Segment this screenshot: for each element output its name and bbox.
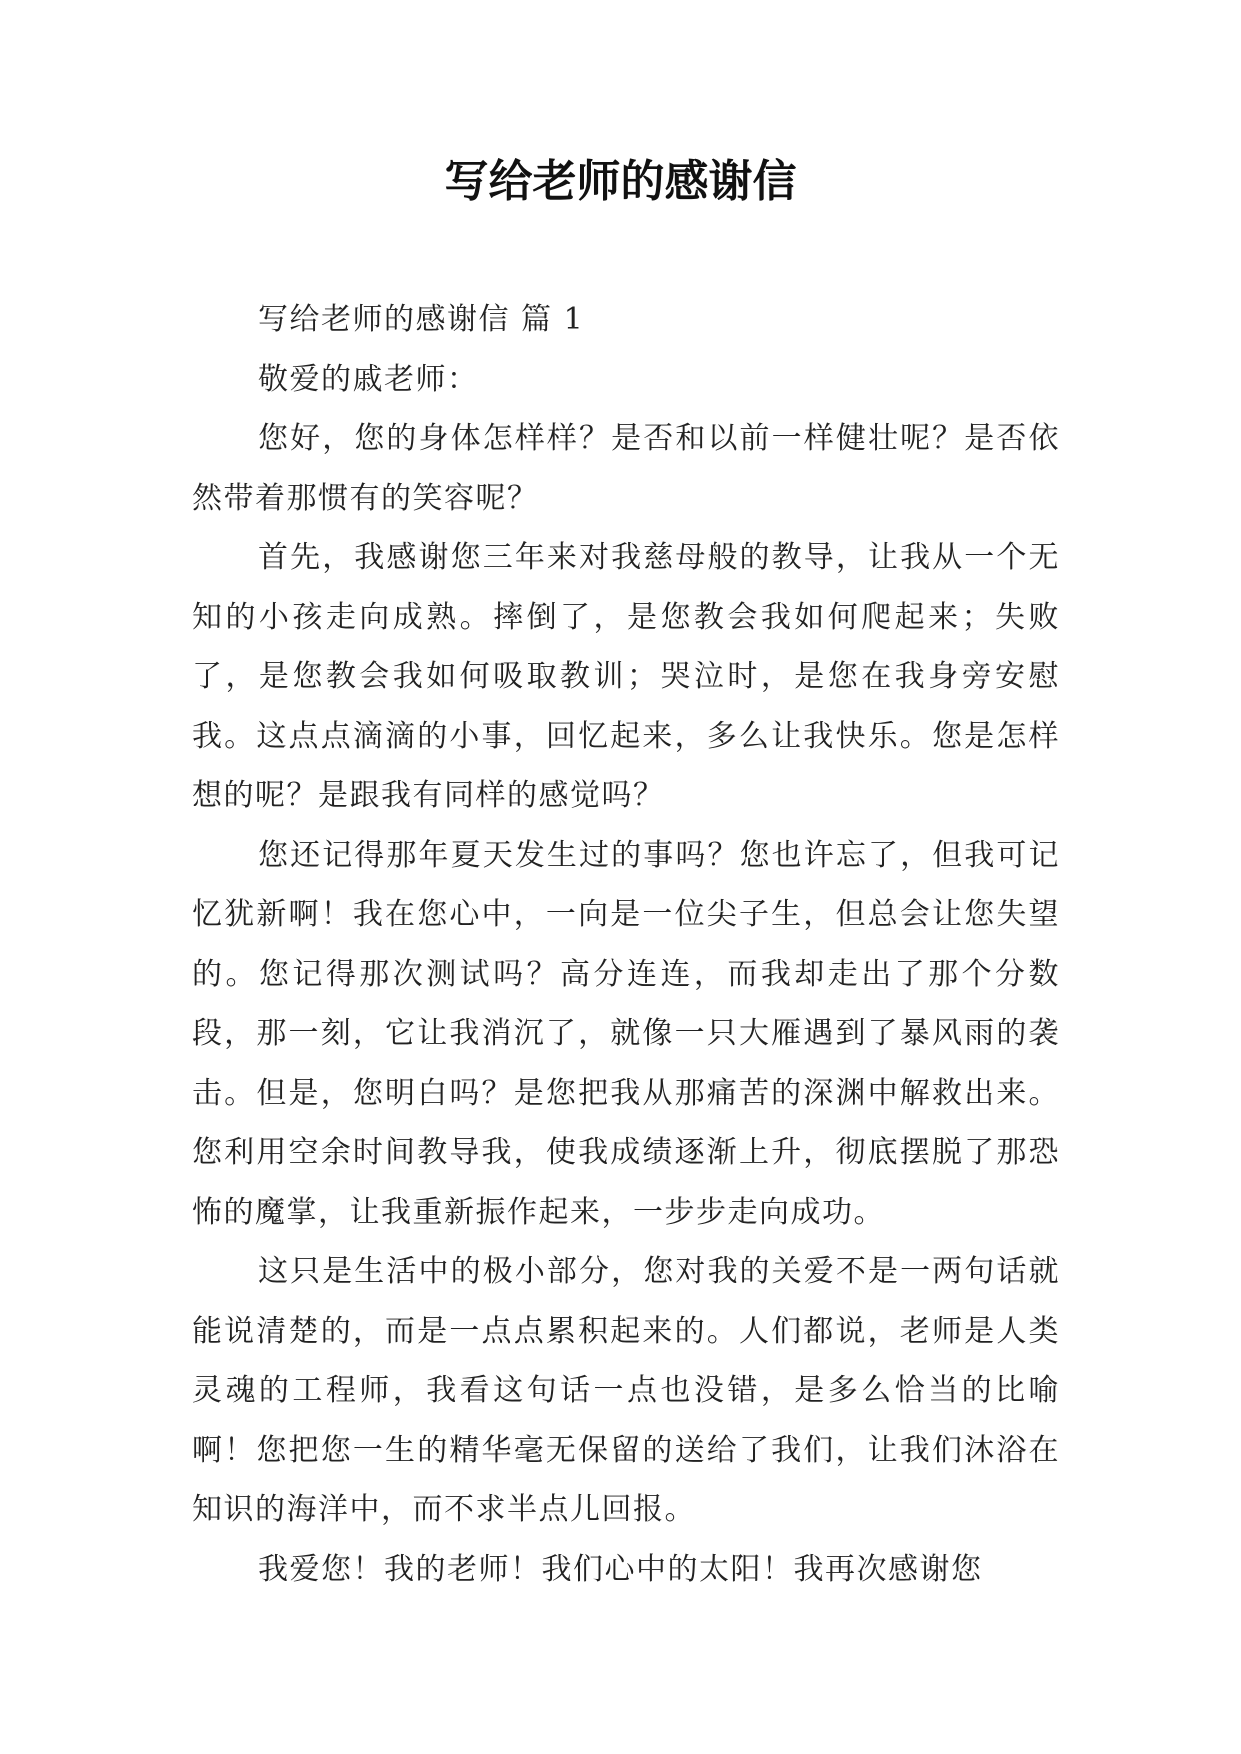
paragraph: 您好，您的身体怎样样？是否和以前一样健壮呢？是否依然带着那惯有的笑容呢？ <box>192 421 1060 516</box>
document-body <box>192 290 1060 1599</box>
paragraph: 首先，我感谢您三年来对我慈母般的教导，让我从一个无知的小孩走向成熟。摔倒了，是您教会我如何爬起来；失败了，是您教会我如何吸取教训；哭泣时，是您在我身旁安慰我。这点点滴滴的小事，回忆起来，多么让我快乐。您是怎样想的呢？是跟我有同样的感觉吗？ <box>192 540 1060 813</box>
paragraph: 我爱您！我的老师！我们心中的太阳！我再次感谢您 <box>258 1551 983 1587</box>
paragraph: 您还记得那年夏天发生过的事吗？您也许忘了，但我可记忆犹新啊！我在您心中，一向是一位尖子生，但总会让您失望的。您记得那次测试吗？高分连连，而我却走出了那个分数段，那一刻，它让我消沉了，就像一只大雁遇到了暴风雨的袭击。但是，您明白吗？是您把我从那痛苦的深渊中解救出来。您利用空余时间教导我，使我成绩逐渐上升，彻底摆脱了那恐怖的魔掌，让我重新振作起来，一步步走向成功。 <box>192 837 1060 1230</box>
document-title: 写给老师的感谢信 <box>444 156 797 207</box>
salutation: 敬爱的戚老师： <box>258 361 479 397</box>
paragraph: 这只是生活中的极小部分，您对我的关爱不是一两句话就能说清楚的，而是一点点累积起来的。人们都说，老师是人类灵魂的工程师，我看这句话一点也没错，是多么恰当的比喻啊！您把您一生的精华毫无保留的送给了我们，让我们沐浴在知识的海洋中，而不求半点儿回报。 <box>192 1254 1060 1527</box>
section-heading: 写给老师的感谢信 篇 1 <box>258 302 585 337</box>
